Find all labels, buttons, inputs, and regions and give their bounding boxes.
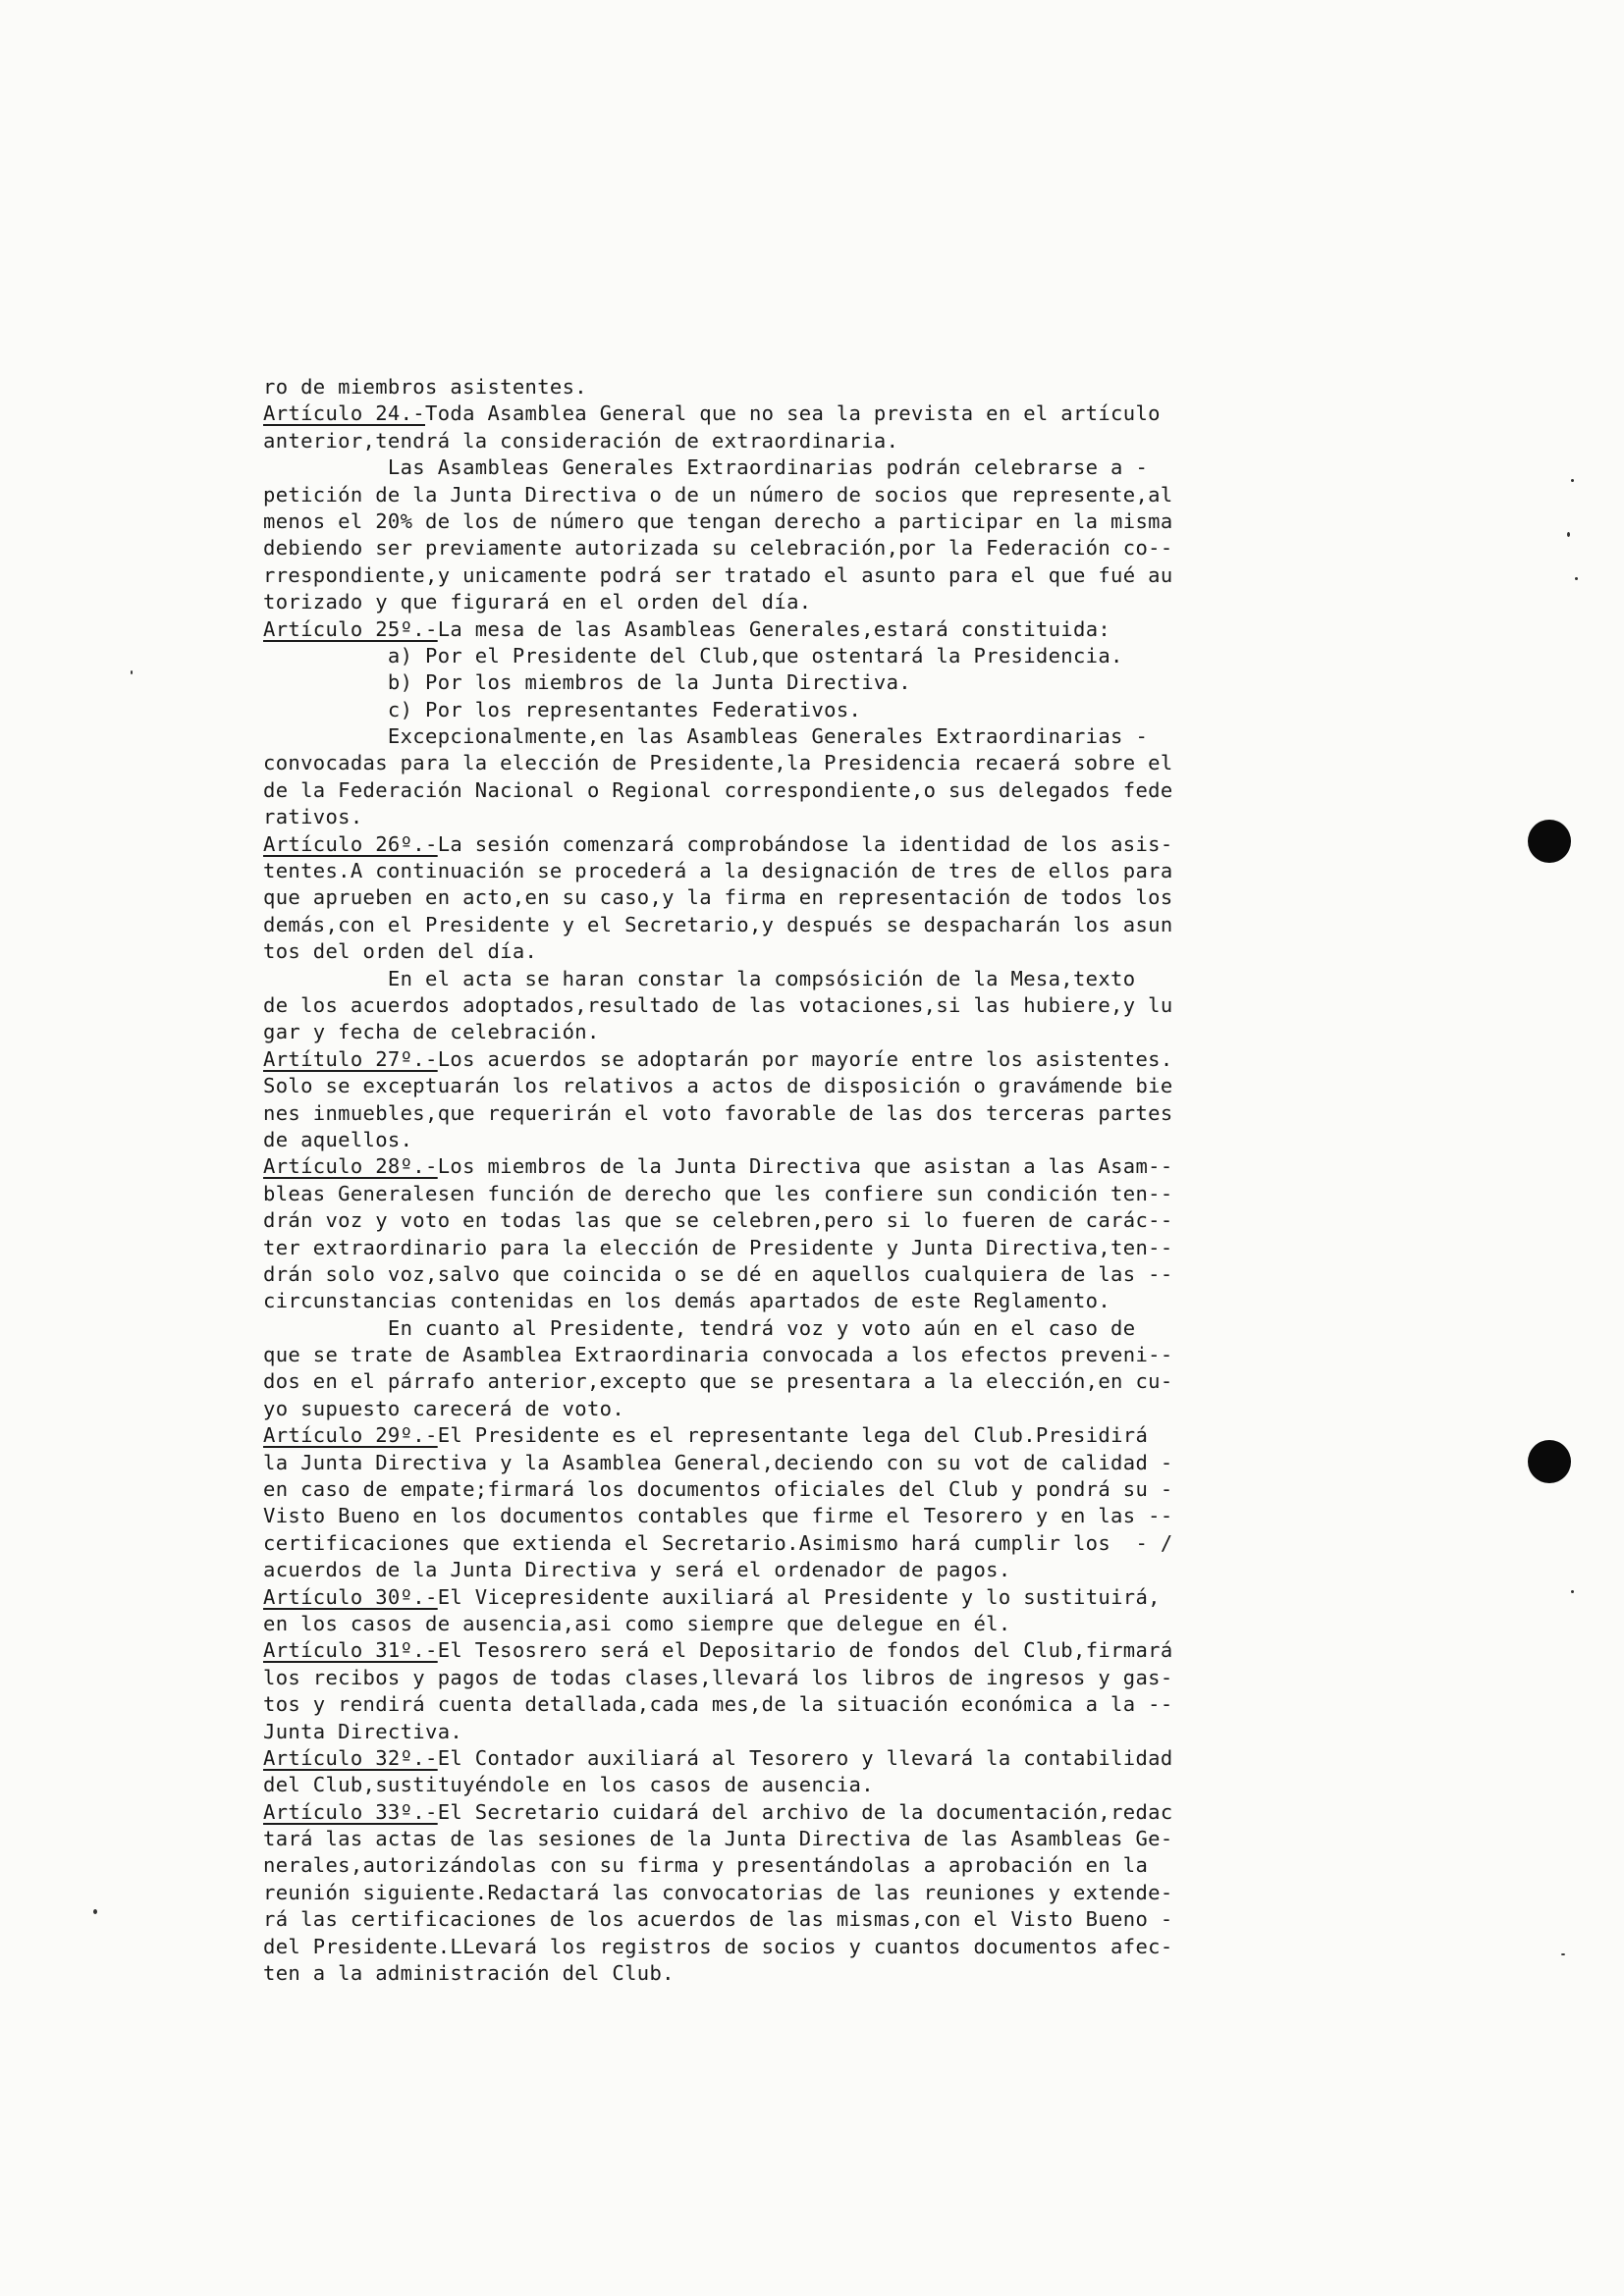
line-text: El Contador auxiliará al Tesorero y llevará la contabilidad — [437, 1745, 1173, 1770]
text-line — [263, 454, 1265, 481]
line-text: gar y fecha de celebración. — [263, 1020, 600, 1044]
line-text: En cuanto al Presidente, tendrá voz y voto aún en el caso de — [263, 1315, 1136, 1340]
line-text: convocadas para la elección de Presidente,la Presidencia recaerá sobre el — [263, 751, 1173, 775]
text-line — [263, 750, 1265, 776]
line-text: drán voz y voto en todas las que se celebren,pero si lo fueren de carác-- — [263, 1208, 1173, 1233]
line-text: Junta Directiva. — [263, 1719, 463, 1743]
document-body — [263, 374, 1265, 1987]
article-line — [263, 1745, 1265, 1772]
line-text: La sesión comenzará comprobándose la identidad de los asis- — [437, 831, 1173, 856]
line-text: c) Por los representantes Federativos. — [263, 697, 862, 721]
line-text: a) Por el Presidente del Club,que ostentará la Presidencia. — [263, 643, 1123, 667]
line-text: ro de miembros asistentes. — [263, 375, 587, 399]
line-text: Excepcionalmente,en las Asambleas Generales Extraordinarias - — [263, 724, 1149, 749]
text-line — [263, 1476, 1265, 1503]
article-heading: Artículo 31º.- — [263, 1638, 438, 1663]
text-line — [263, 1772, 1265, 1798]
line-text: El Tesosrero será el Depositario de fondos del Club,firmará — [437, 1638, 1173, 1663]
text-line — [263, 1530, 1265, 1557]
text-line — [263, 1127, 1265, 1153]
text-line — [263, 428, 1265, 454]
line-text: drán solo voz,salvo que coincida o se dé en aquellos cualquiera de las -- — [263, 1261, 1173, 1286]
line-text: petición de la Junta Directiva o de un número de socios que represente,al — [263, 482, 1173, 507]
article-heading: Artículo 29º.- — [263, 1423, 438, 1448]
article-heading: Artículo 24.- — [263, 401, 425, 426]
speck — [93, 1909, 97, 1914]
text-line — [263, 777, 1265, 804]
line-text: tará las actas de las sesiones de la Junta Directiva de las Asambleas Ge- — [263, 1827, 1173, 1851]
text-line — [263, 912, 1265, 938]
line-text: dos en el párrafo anterior,excepto que se presentara a la elección,en cu- — [263, 1369, 1173, 1394]
line-text: del Club,sustituyéndole en los casos de ausencia. — [263, 1773, 874, 1797]
line-text: Las Asambleas Generales Extraordinarias podrán celebrarse a - — [263, 455, 1149, 480]
text-line — [263, 1100, 1265, 1127]
line-text: nerales,autorizándolas con su firma y presentándolas a aprobación en la — [263, 1853, 1149, 1878]
text-line — [263, 1315, 1265, 1342]
line-text: de la Federación Nacional o Regional correspondiente,o sus delegados fede — [263, 777, 1173, 802]
text-line — [263, 723, 1265, 750]
line-text: circunstancias contenidas en los demás apartados de este Reglamento. — [263, 1289, 1111, 1313]
line-text: tentes.A continuación se procederá a la designación de tres de ellos para — [263, 859, 1173, 883]
text-line — [263, 562, 1265, 589]
line-text: El Vicepresidente auxiliará al Presidente y lo sustituirá, — [437, 1584, 1161, 1609]
text-line — [263, 1852, 1265, 1879]
line-text: Los acuerdos se adoptarán por mayoríe entre los asistentes. — [437, 1046, 1173, 1071]
speck — [1571, 1590, 1574, 1593]
line-text: El Secretario cuidará del archivo de la documentación,redac — [437, 1799, 1173, 1824]
article-heading: Artículo 30º.- — [263, 1584, 438, 1609]
line-text: Los miembros de la Junta Directiva que asistan a las Asam-- — [437, 1154, 1173, 1179]
article-heading: Artículo 32º.- — [263, 1745, 438, 1770]
article-line — [263, 1046, 1265, 1073]
text-line — [263, 643, 1265, 669]
text-line — [263, 1503, 1265, 1529]
line-text: ter extraordinario para la elección de Presidente y Junta Directiva,ten-- — [263, 1235, 1173, 1259]
line-text: rá las certificaciones de los acuerdos de las mismas,con el Visto Bueno - — [263, 1907, 1173, 1932]
text-line — [263, 1665, 1265, 1691]
punch-hole-top — [1528, 820, 1571, 863]
article-heading: Artículo 33º.- — [263, 1799, 438, 1824]
text-line — [263, 697, 1265, 723]
text-line — [263, 589, 1265, 615]
line-text: menos el 20% de los de número que tengan derecho a participar en la misma — [263, 508, 1173, 533]
text-line — [263, 1826, 1265, 1852]
text-line — [263, 1934, 1265, 1960]
line-text: La mesa de las Asambleas Generales,estará constituida: — [437, 616, 1111, 641]
text-line — [263, 1691, 1265, 1718]
text-line — [263, 1073, 1265, 1099]
text-line — [263, 508, 1265, 535]
text-line — [263, 535, 1265, 561]
article-line — [263, 831, 1265, 858]
article-line — [263, 1584, 1265, 1611]
line-text: reunión siguiente.Redactará las convocatorias de las reuniones y extende- — [263, 1880, 1173, 1904]
line-text: El Presidente es el representante lega del Club.Presidirá — [437, 1423, 1149, 1448]
text-line — [263, 1450, 1265, 1476]
text-line — [263, 966, 1265, 992]
article-line — [263, 616, 1265, 643]
line-text: rrespondiente,y unicamente podrá ser tratado el asunto para el que fué au — [263, 562, 1173, 587]
article-heading: Artítulo 27º.- — [263, 1046, 438, 1071]
line-text: de los acuerdos adoptados,resultado de las votaciones,si las hubiere,y lu — [263, 992, 1173, 1017]
article-line — [263, 1799, 1265, 1826]
line-text: certificaciones que extienda el Secretario.Asimismo hará cumplir los - / — [263, 1530, 1173, 1555]
article-heading: Artículo 28º.- — [263, 1154, 438, 1179]
text-line — [263, 804, 1265, 830]
line-text: de aquellos. — [263, 1127, 413, 1151]
line-text: bleas Generalesen función de derecho que les confiere sun condición ten-- — [263, 1181, 1173, 1205]
line-text: los recibos y pagos de todas clases,llevará los libros de ingresos y gas- — [263, 1665, 1173, 1689]
article-line — [263, 1422, 1265, 1449]
line-text: Visto Bueno en los documentos contables que firme el Tesorero y en las -- — [263, 1504, 1173, 1528]
line-text: tos y rendirá cuenta detallada,cada mes,de la situación económica a la -- — [263, 1692, 1173, 1717]
article-line — [263, 400, 1265, 427]
line-text: nes inmuebles,que requerirán el voto favorable de las dos terceras partes — [263, 1100, 1173, 1125]
line-text: la Junta Directiva y la Asamblea General,deciendo con su vot de calidad - — [263, 1450, 1173, 1474]
line-text: b) Por los miembros de la Junta Directiva. — [263, 670, 911, 695]
speck — [131, 670, 133, 674]
article-heading: Artículo 25º.- — [263, 616, 438, 641]
line-text: anterior,tendrá la consideración de extraordinaria. — [263, 428, 899, 453]
article-line — [263, 1637, 1265, 1664]
text-line — [263, 1342, 1265, 1368]
text-line — [263, 1880, 1265, 1906]
line-text: que aprueben en acto,en su caso,y la firma en representación de todos los — [263, 885, 1173, 910]
line-text: en los casos de ausencia,asi como siempre que delegue en él. — [263, 1611, 1011, 1635]
line-text: En el acta se haran constar la compsósición de la Mesa,texto — [263, 966, 1136, 990]
article-heading: Artículo 26º.- — [263, 831, 438, 856]
text-line — [263, 992, 1265, 1019]
text-line — [263, 1960, 1265, 1987]
text-line — [263, 1611, 1265, 1637]
text-line — [263, 1368, 1265, 1395]
speck — [1575, 577, 1578, 580]
text-line — [263, 858, 1265, 884]
text-line — [263, 884, 1265, 911]
text-line — [263, 938, 1265, 965]
line-text: acuerdos de la Junta Directiva y será el ordenador de pagos. — [263, 1558, 1011, 1582]
line-text: demás,con el Presidente y el Secretario,y después se despacharán los asun — [263, 912, 1173, 936]
text-line — [263, 1557, 1265, 1583]
line-text: torizado y que figurará en el orden del día. — [263, 590, 812, 614]
line-text: del Presidente.LLevará los registros de socios y cuantos documentos afec- — [263, 1934, 1173, 1958]
text-line — [263, 1235, 1265, 1261]
punch-hole-bottom — [1528, 1440, 1571, 1483]
text-line — [263, 1019, 1265, 1045]
line-text: tos del orden del día. — [263, 939, 538, 964]
text-line — [263, 482, 1265, 508]
line-text: que se trate de Asamblea Extraordinaria convocada a los efectos preveni-- — [263, 1343, 1173, 1367]
line-text: ten a la administración del Club. — [263, 1961, 675, 1986]
text-line — [263, 1719, 1265, 1745]
line-text: yo supuesto carecerá de voto. — [263, 1396, 625, 1420]
text-line — [263, 1396, 1265, 1422]
line-text: Solo se exceptuarán los relativos a actos de disposición o gravámende bie — [263, 1074, 1173, 1098]
text-line — [263, 1288, 1265, 1314]
text-line — [263, 374, 1265, 400]
text-line — [263, 1207, 1265, 1234]
line-text: en caso de empate;firmará los documentos oficiales del Club y pondrá su - — [263, 1477, 1173, 1502]
speck — [1561, 1953, 1565, 1955]
text-line — [263, 669, 1265, 696]
text-line — [263, 1261, 1265, 1288]
speck — [1571, 479, 1574, 482]
speck — [1567, 532, 1570, 537]
line-text: rativos. — [263, 805, 363, 829]
line-text: Toda Asamblea General que no sea la prevista en el artículo — [425, 401, 1161, 426]
text-line — [263, 1181, 1265, 1207]
line-text: debiendo ser previamente autorizada su celebración,por la Federación co-- — [263, 536, 1173, 561]
text-line — [263, 1906, 1265, 1933]
article-line — [263, 1153, 1265, 1180]
